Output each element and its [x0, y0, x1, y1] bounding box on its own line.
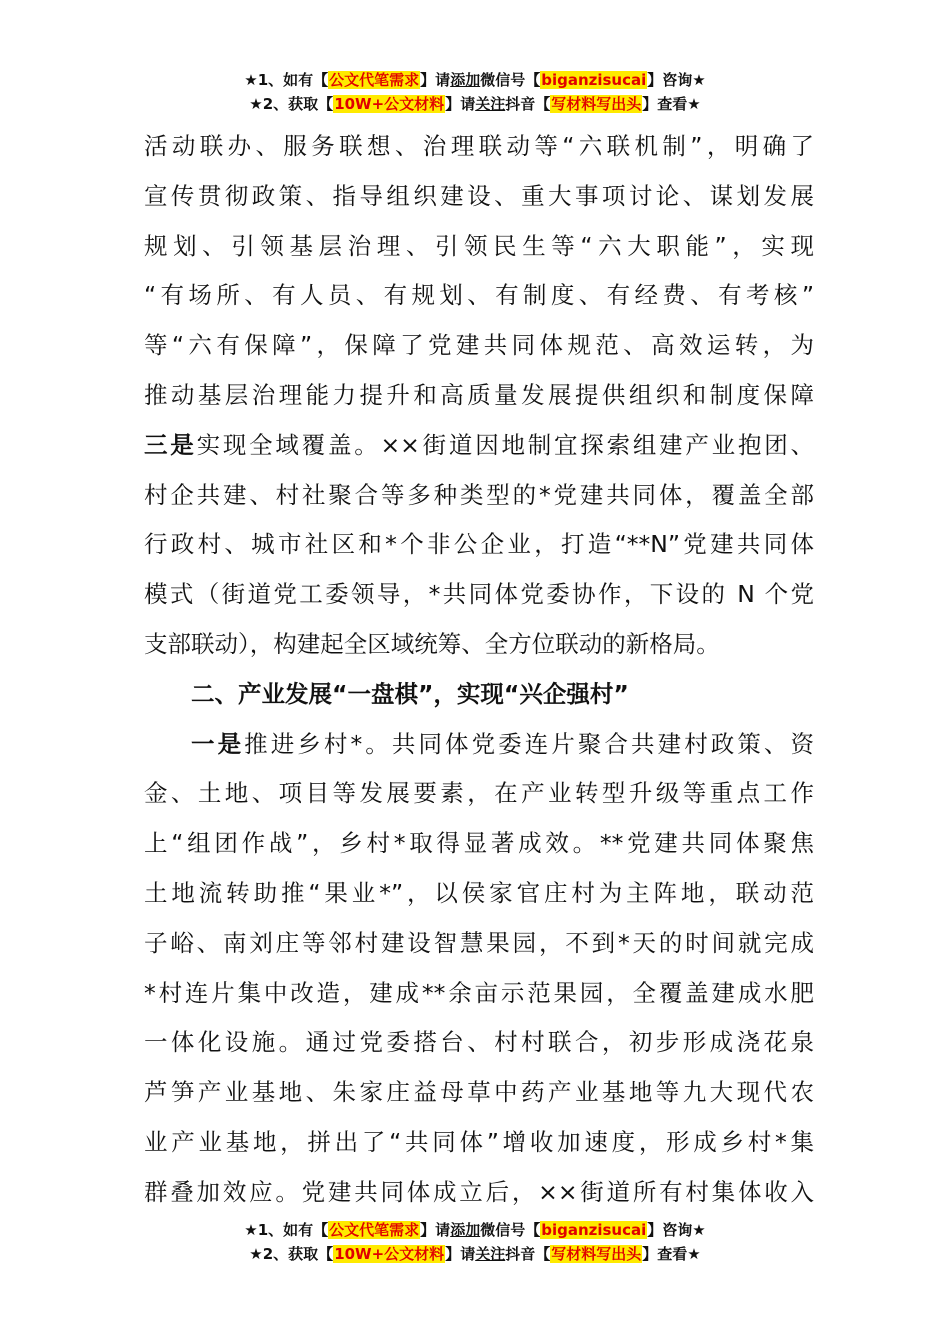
header-banner: [0, 68, 950, 116]
body-line: 行政村、城市社区和*个非公企业，打造“**N”党建共同体: [144, 530, 814, 559]
underlined-text: 关注: [475, 1245, 506, 1263]
body-text: 推进乡村*。共同体党委连片聚合共建村政策、资: [244, 729, 814, 758]
highlight-text: biganzisucai: [541, 71, 647, 89]
banner-text: ★2、获取【: [249, 95, 334, 113]
body-line: 推动基层治理能力提升和高质量发展提供组织和制度保障: [144, 380, 814, 409]
banner-text: 】请: [445, 1245, 476, 1263]
banner-text: ★1、如有【: [244, 1221, 329, 1239]
body-line: 土地流转助推“果业*”，以侯家官庄村为主阵地，联动范: [144, 878, 814, 907]
body-line: 金、土地、项目等发展要素，在产业转型升级等重点工作: [144, 779, 814, 808]
highlight-text: 写材料写出头: [551, 95, 642, 113]
banner-text: ★1、如有【: [244, 71, 329, 89]
highlight-text: 写材料写出头: [551, 1245, 642, 1263]
body-line: 上“组团作战”，乡村*取得显著成效。**党建共同体聚焦: [144, 829, 814, 858]
document-body: [144, 122, 814, 1218]
body-line: 群叠加效应。党建共同体成立后，××街道所有村集体收入: [144, 1177, 814, 1206]
banner-line-1: [0, 1218, 950, 1242]
body-line: 一体化设施。通过党委搭台、村村联合，初步形成浇花泉: [144, 1028, 814, 1057]
highlight-text: 10W+公文材料: [334, 1245, 445, 1263]
body-line: 支部联动），构建起全区域统筹、全方位联动的新格局。: [144, 629, 720, 658]
banner-text: 抖音【: [505, 95, 551, 113]
banner-text: 】查看★: [642, 95, 701, 113]
body-line: 业产业基地，拼出了“共同体”增收加速度，形成乡村*集: [144, 1127, 814, 1156]
highlight-text: biganzisucai: [541, 1221, 647, 1239]
section-heading: 二、产业发展“一盘棋”，实现“兴企强村”: [191, 679, 629, 708]
underlined-text: 添加: [450, 1221, 481, 1239]
underlined-text: 添加: [450, 71, 481, 89]
highlight-text: 公文代笔需求: [329, 1221, 420, 1239]
underlined-text: 关注: [475, 95, 506, 113]
banner-text: 微信号【: [480, 71, 541, 89]
body-line: 模式（街道党工委领导，*共同体党委协作，下设的 N 个党: [144, 580, 814, 609]
banner-text: 抖音【: [505, 1245, 551, 1263]
body-line: “有场所、有人员、有规划、有制度、有经费、有考核”: [144, 281, 814, 310]
highlight-text: 10W+公文材料: [334, 95, 445, 113]
body-line: [144, 720, 814, 770]
banner-text: ★2、获取【: [249, 1245, 334, 1263]
body-line: 规划、引领基层治理、引领民生等“六大职能”，实现: [144, 231, 814, 260]
banner-line-2: [0, 92, 950, 116]
banner-text: 】请: [445, 95, 476, 113]
body-line: 芦笋产业基地、朱家庄益母草中药产业基地等九大现代农: [144, 1078, 814, 1107]
banner-text: 】咨询★: [647, 1221, 706, 1239]
body-line: 活动联办、服务联想、治理联动等“六联机制”，明确了: [144, 132, 814, 160]
banner-text: 微信号【: [480, 1221, 541, 1239]
body-line: 子峪、南刘庄等邻村建设智慧果园，不到*天的时间就完成: [144, 928, 814, 957]
banner-text: 】查看★: [642, 1245, 701, 1263]
body-text: 实现全域覆盖。××街道因地制宜探索组建产业抱团、: [196, 430, 814, 459]
banner-line-2: [0, 1242, 950, 1266]
highlight-text: 公文代笔需求: [329, 71, 420, 89]
banner-line-1: [0, 68, 950, 92]
banner-text: 】请: [420, 1221, 451, 1239]
footer-banner: [0, 1218, 950, 1266]
body-line: 宣传贯彻政策、指导组织建设、重大事项讨论、谋划发展: [144, 181, 814, 210]
bold-lead: 三是: [144, 430, 197, 459]
body-line: 等“六有保障”，保障了党建共同体规范、高效运转，为: [144, 331, 814, 360]
body-line: 村企共建、村社聚合等多种类型的*党建共同体，覆盖全部: [144, 480, 814, 509]
bold-lead: 一是: [191, 729, 245, 758]
banner-text: 】请: [420, 71, 451, 89]
banner-text: 】咨询★: [647, 71, 706, 89]
body-line: *村连片集中改造，建成**余亩示范果园，全覆盖建成水肥: [144, 978, 814, 1007]
body-line: [144, 421, 814, 471]
